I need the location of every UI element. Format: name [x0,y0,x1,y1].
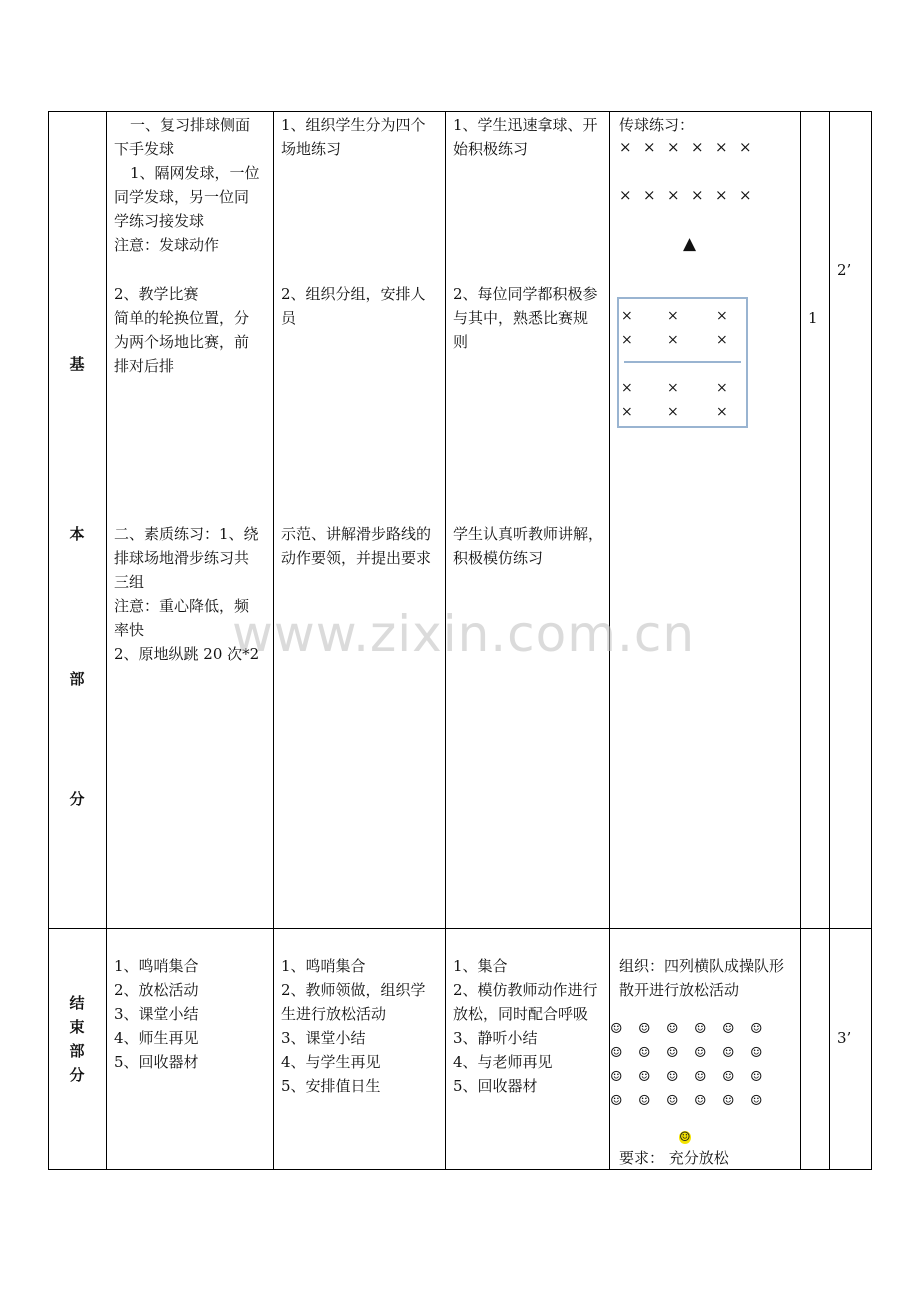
student-smiley-icon: ☺ [694,1021,707,1037]
student-mark: × [715,186,728,204]
student-mark: × [621,380,633,396]
student-mark: × [643,186,656,204]
student-smiley-icon: ☺ [722,1093,735,1109]
student-mark: × [619,138,632,156]
section-label-end-4: 分 [69,1066,85,1084]
main-content-block-3: 二、素质练习：1、绕 排球场地滑步练习共 三组 注意：重心降低，频 率快 2、原地纵跳 20 次*2 [114,525,260,663]
court-net-line [624,361,741,363]
main-student-block-1: 1、学生迅速拿球、开 始积极练习 [453,116,598,158]
end-content-block: 1、鸣哨集合 2、放松活动 3、课堂小结 4、师生再见 5、回收器材 [114,957,199,1071]
student-smiley-icon: ☺ [722,1069,735,1085]
student-smiley-icon: ☺ [638,1021,651,1037]
student-mark: × [667,380,679,396]
student-smiley-icon: ☺ [750,1045,763,1061]
end-teacher-block: 1、鸣哨集合 2、教师领做，组织学 生进行放松活动 3、课堂小结 4、与学生再见 5、安排值日生 [281,957,426,1095]
student-mark: × [716,332,728,348]
end-student-block: 1、集合 2、模仿教师动作进行 放松，同时配合呼吸 3、静听小结 4、与老师再见 5、回收器材 [453,957,598,1095]
student-smiley-icon: ☺ [638,1045,651,1061]
teacher-smiley-icon: ☺ [679,1130,691,1145]
student-smiley-icon: ☺ [722,1021,735,1037]
student-smiley-icon: ☺ [638,1069,651,1085]
student-smiley-icon: ☺ [610,1021,623,1037]
formation-row-1 [619,138,763,156]
main-content-block-2: 2、教学比赛 简单的轮换位置，分 为两个场地比赛，前 排对后排 [114,285,250,375]
table-border-top [48,111,872,112]
section-label-end-2: 束 [69,1018,85,1036]
student-smiley-icon: ☺ [638,1093,651,1109]
section-label-end-3: 部 [69,1042,85,1060]
student-mark: × [667,138,680,156]
student-mark: × [716,308,728,324]
main-teacher-block-1: 1、组织学生分为四个 场地练习 [281,116,426,158]
student-mark: × [691,186,704,204]
main-times: 1 [808,309,818,327]
column-divider [445,111,446,1170]
student-smiley-icon: ☺ [610,1045,623,1061]
column-divider [829,111,830,1170]
student-mark: × [619,186,632,204]
student-mark: × [691,138,704,156]
formation-row-2 [619,186,763,204]
teacher-marker: ▲ [683,234,697,254]
student-mark: × [643,138,656,156]
student-smiley-icon: ☺ [694,1093,707,1109]
main-student-block-2: 2、每位同学都积极参 与其中，熟悉比赛规 则 [453,285,598,351]
student-mark: × [715,138,728,156]
end-requirement: 要求： 充分放松 [619,1149,729,1167]
student-mark: × [739,186,752,204]
student-smiley-icon: ☺ [694,1069,707,1085]
main-content-block-1: 一、复习排球侧面 下手发球 1、隔网发球，一位 同学发球，另一位同 学练习接发球 注意：发球动作 [114,116,260,254]
watermark: www.zixin.com.cn [232,605,696,663]
section-label-main-2: 本 [69,525,85,543]
student-mark: × [667,332,679,348]
student-mark: × [667,186,680,204]
end-minutes: 3’ [837,1029,852,1047]
student-mark: × [667,404,679,420]
section-label-main-1: 基 [69,355,85,373]
student-smiley-icon: ☺ [666,1045,679,1061]
student-smiley-icon: ☺ [610,1069,623,1085]
student-smiley-icon: ☺ [750,1069,763,1085]
student-mark: × [739,138,752,156]
student-smiley-icon: ☺ [666,1069,679,1085]
section-divider [48,928,872,929]
table-border-right [871,111,872,1170]
column-divider [106,111,107,1170]
column-divider [609,111,610,1170]
student-smiley-icon: ☺ [694,1045,707,1061]
student-mark: × [621,404,633,420]
student-mark: × [716,404,728,420]
main-student-block-3: 学生认真听教师讲解， 积极模仿练习 [453,525,604,567]
main-minutes: 2’ [837,261,852,279]
section-label-main-4: 分 [69,790,85,808]
main-teacher-block-3: 示范、讲解滑步路线的 动作要领，并提出要求 [281,525,432,567]
main-teacher-block-2: 2、组织分组，安排人 员 [281,285,426,327]
student-smiley-icon: ☺ [610,1093,623,1109]
table-border-bottom [48,1169,872,1170]
end-org-block: 组织：四列横队成操队形 散开进行放松活动 [619,957,785,999]
section-label-main-3: 部 [69,670,85,688]
student-mark: × [621,308,633,324]
student-smiley-icon: ☺ [722,1045,735,1061]
student-smiley-icon: ☺ [666,1021,679,1037]
student-smiley-icon: ☺ [666,1093,679,1109]
student-mark: × [621,332,633,348]
org-title: 传球练习： [619,116,695,134]
student-smiley-icon: ☺ [750,1021,763,1037]
student-smiley-icon: ☺ [750,1093,763,1109]
student-mark: × [716,380,728,396]
student-mark: × [667,308,679,324]
section-label-end-1: 结 [69,994,85,1012]
column-divider [800,111,801,1170]
column-divider [273,111,274,1170]
